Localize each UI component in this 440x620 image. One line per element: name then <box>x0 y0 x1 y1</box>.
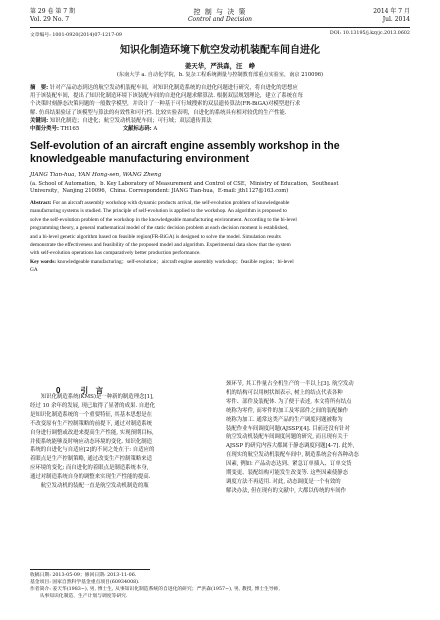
abstract-en-line <box>30 199 410 207</box>
footnote-author: 作者简介: 姜天华(1983−), 男, 博士生, 从事知识化制造系统的自进化的研究；严洪森(1957−), 男, 教授, 博士生导师, <box>30 587 280 592</box>
volume-cn: 第 29 卷 第 7 期 <box>30 8 75 15</box>
keywords-cn-label: 关键词: <box>30 117 49 124</box>
body-line: 不改变原有生产控制策略的前提下, 通过对制造系统 <box>30 420 153 427</box>
keywords-en <box>30 258 410 266</box>
body-line: 航空发动机的装配一直是航空发动机制造的瓶 <box>30 483 149 490</box>
right-column <box>226 380 412 496</box>
body-line: 并使系统能够及时响应动态环境的变化. 知识化制造 <box>30 438 153 445</box>
footnote-received: 收稿日期: 2013-05-09；修回日期: 2013-11-06. <box>30 573 137 578</box>
abstract-en-line: solve the self-evolution problem of the workshop in the knowledgeable manufacturing environment. According to the bi-level <box>30 216 297 223</box>
keywords-en-cont: GA <box>30 267 38 274</box>
body-line: 应环境的变化; 而自进化的着眼点是制造系统本身, <box>30 465 149 472</box>
abstract-cn-line: 个决策时刻静态决策问题的一般数学模型，并设计了一种基于可行域搜索的双层遗传算法(FR-BiGA)对模型进行求 <box>30 101 301 108</box>
body-line: 零件、部件及装配体. 为了便于表述, 本文将所有结点 <box>226 398 352 405</box>
clc-label: 中图分类号: <box>30 126 59 133</box>
section-title: 引 言 <box>80 386 104 395</box>
abstract-en <box>30 199 410 275</box>
body-line: AJSSP 的研究内容大都属于静态调度问题[4-7]. 此外, <box>226 443 355 450</box>
issue-date <box>373 8 410 24</box>
body-line: 系统的自进化与自适应[2]的不同之处在于: 自适应的 <box>30 447 155 454</box>
body-line: 是知识化制造系统的一个重要特征, 其基本思想是在 <box>30 411 153 418</box>
affiliation-cn: (东南大学 a. 自动化学院，b. 复杂工程系统测量与控制教育部重点实验室，南京 210096) <box>116 72 324 78</box>
volume-en: Vol. 29 No. 7 <box>30 16 70 23</box>
body-line: 在现实的航空发动机装配车间中, 制造系统会有各种动态 <box>226 452 359 459</box>
keywords-cn-text: 知识化制造；自进化；航空发动机装配车间；可行域；双层遗传算法 <box>49 117 212 124</box>
body-line: 通过对制造系统自身的调整来实现生产性能的提高. <box>30 474 151 481</box>
authors-en: JIANG Tian-hua, YAN Hong-sen, WANG Zheng <box>30 172 162 178</box>
title-cn: 知识化制造环境下航空发动机装配车间自进化 <box>120 45 320 56</box>
abstract-cn-line <box>30 84 410 92</box>
body-line: 机的结构可以用树状图表示, 树上的结点代表各种 <box>226 389 343 396</box>
body-line: 颈环节, 其工作量占全机生产的一半以上[3]. 航空发动 <box>226 381 354 387</box>
affiliation-en <box>30 181 410 195</box>
authors-cn: 姜天华，严洪森，汪 峥 <box>184 62 256 70</box>
date-cn: 2014 年 7 月 <box>373 8 410 15</box>
body-line: 着眼点是生产控制策略, 通过改变生产控制策略来适 <box>30 456 153 463</box>
abstract-cn-line: 解. 仿真结果验证了该模型与算法的有效性和可行性. 比较实验表明，自进化的系统具有相对较优的生产性能. <box>30 109 287 116</box>
keywords-en-text: knowledgeable manufacturing；self-evolution；aircraft engine assembly workshop；feasible region；bi-level <box>57 258 294 265</box>
body-line: 因素, 例如: 产品动态达到、紧急订单插入、订单交货 <box>226 461 352 468</box>
footnote-author-cont: 从事知识化制造、生产计划与调度等研究. <box>30 594 128 599</box>
footnote-rule <box>30 569 150 570</box>
header-rule <box>30 27 410 28</box>
section-number: 0 <box>56 386 61 395</box>
abstract-cn-label: 摘 要: <box>30 85 49 91</box>
footnote-funding: 基金项目: 国家自然科学基金重点项目(60934008). <box>30 580 140 585</box>
clc-code: TH165 <box>60 126 80 133</box>
footnotes <box>30 572 410 600</box>
abstract-cn-text: 针对产品动态到达的航空发动机装配车间，对知识化制造系统的自进化问题进行研究，将自进化的思想应 <box>49 85 298 91</box>
classification <box>30 125 410 133</box>
body-line: 航空发动机装配车间调度问题的研究, 而且现有关于 <box>226 434 349 441</box>
body-line: 调度方法不再适用. 对此, 动态调度是一个有效的 <box>226 478 341 485</box>
abstract-en-text: For an aircraft assembly workshop with dynamic products arrival, the self-evolution problem of knowledgeable <box>52 200 290 206</box>
doi: DOI: 10.13195/j.kzyjc.2013.0602 <box>329 31 410 36</box>
doc-label: 文献标志码: <box>122 126 152 133</box>
body-line: 自身进行调整或改进来提高生产性能, 实现预期目标, <box>30 429 154 436</box>
body-line: 期变更、装配结构可能发生改变等. 这些因素使静态 <box>226 470 349 477</box>
abstract-en-line: demonstrate the effectiveness and feasibility of the proposed model and algorithm. Experimental data show that the system <box>30 242 291 249</box>
abstract-cn-line: 用于该装配车间，提出了知识化制造环境下该装配车间的自进化问题求解算法. 根据双层规划理论，建立了系统在每 <box>30 93 303 100</box>
abstract-cn <box>30 84 410 133</box>
keywords-cn <box>30 117 410 125</box>
abstract-en-line: and a bi-level genetic algorithm based on feasible region(FR-BiGA) is designed to solve the model. Simulation results <box>30 233 281 240</box>
journal-cn: 控 制 与 决 策 <box>193 8 247 16</box>
article-number: 文章编号: 1001-0920(2014)07-1217-09 <box>30 33 122 38</box>
abstract-en-label: Abstract: <box>30 200 52 206</box>
body-line: 统称为零件, 而零件的加工及零部件之间的装配操作 <box>226 407 349 414</box>
journal-en: Control and Decision <box>187 16 253 23</box>
body-line: 统称为加工. 通常这类产品的生产调度问题被称为 <box>226 416 343 423</box>
left-column <box>30 393 215 491</box>
affiliation-en-line: University，Nanjing 210096，China. Correspondent: JIANG Tian-hua，E-mail: jth1127@163.com) <box>30 188 289 194</box>
title-en: Self-evolution of an aircraft engine assembly workshop in the knowledgeable manufacturing environment <box>30 140 340 165</box>
body-line: 装配作业车间调度问题(AJSSP)[4]. 目前还没有针对 <box>226 425 350 432</box>
affiliation-en-line: (a. School of Automation，b. Key Laboratory of Measurement and Control of CSE，Ministry of Education，Southeast <box>30 181 339 187</box>
body-line: 经过 10 余年的发展, 现已取得了显著的成果. 自进化 <box>30 402 155 409</box>
keywords-en-label: Key words: <box>30 258 57 265</box>
body-line: 知识化制造系统(KMS)是一种新的制造理念[1], <box>30 394 154 400</box>
body-line: 解决办法, 但在现有的文献中, 大都以传统的车间作 <box>226 487 347 494</box>
doc-code: A <box>153 126 158 133</box>
abstract-en-line: manufacturing systems is studied. The principle of self-evolution is applied to the workshop. An algorithm is proposed to <box>30 208 287 215</box>
date-en: Jul. 2014 <box>382 16 410 23</box>
abstract-en-line: programming theory, a general mathematical model of the static decision problem at each decision moment is established, <box>30 225 289 232</box>
abstract-en-line: with self-evolution operations has comparatively better production performance. <box>30 250 201 257</box>
